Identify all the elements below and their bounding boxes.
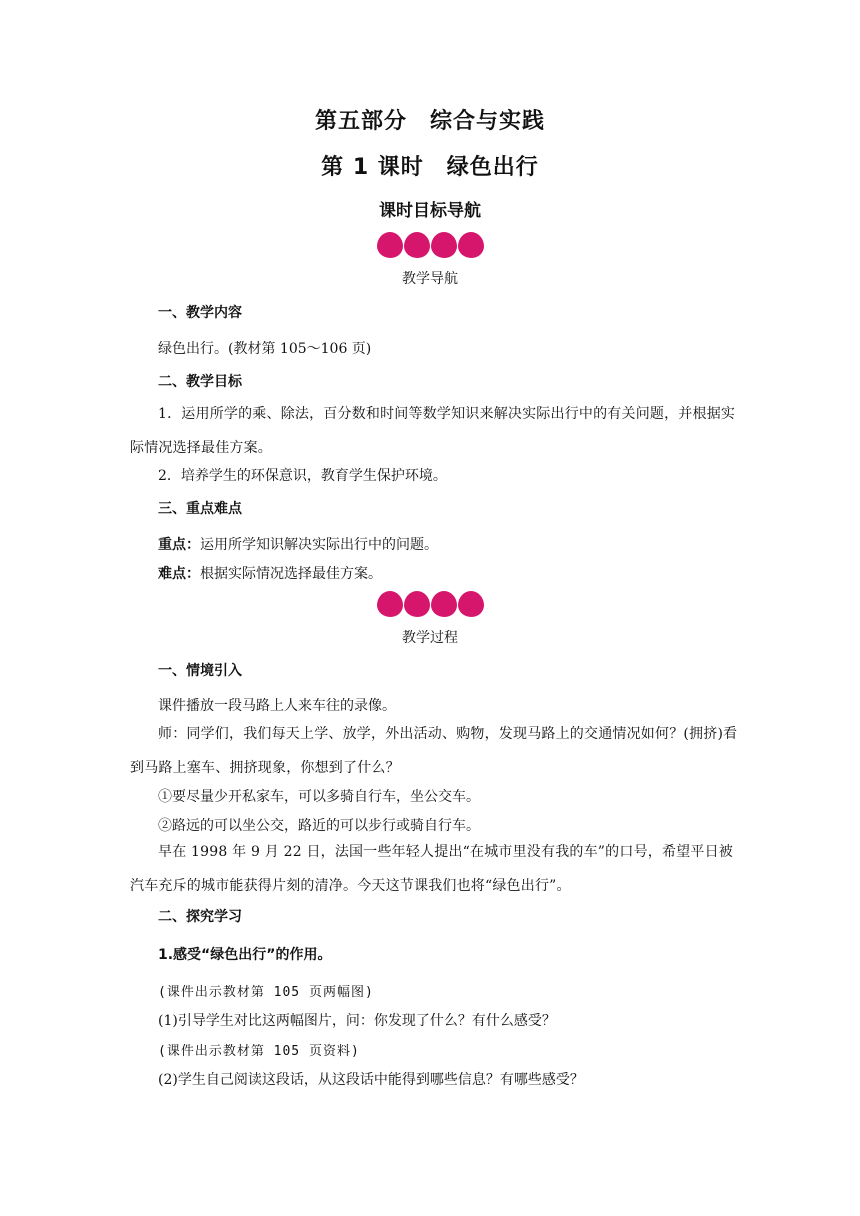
difficulty-label: 难点：	[158, 566, 200, 582]
decorative-dots	[0, 232, 860, 258]
dot-icon	[377, 591, 403, 617]
nav-title: 课时目标导航	[379, 201, 481, 221]
dot-icon	[431, 232, 457, 258]
dot-icon	[458, 232, 484, 258]
heading-key-points: 三、重点难点	[158, 501, 242, 517]
dot-icon	[377, 232, 403, 258]
intro-paragraph-3: ①要尽量少开私家车，可以多骑自行车，坐公交车。	[158, 789, 480, 805]
key-point-line	[158, 534, 438, 554]
difficulty-line	[158, 563, 382, 583]
goal-2: 2．培养学生的环保意识，教育学生保护环境。	[158, 468, 447, 484]
question-2: (2)学生自己阅读这段话，从这段话中能得到哪些信息？有哪些感受？	[158, 1072, 584, 1088]
lesson-title: 第 1 课时 绿色出行	[321, 155, 539, 180]
intro-paragraph-1: 课件播放一段马路上人来车往的录像。	[158, 698, 396, 714]
goal-1: 1．运用所学的乘、除法，百分数和时间等数学知识来解决实际出行中的有关问题，并根据实际情况选择最佳方案。	[130, 406, 736, 456]
teaching-content-text: 绿色出行。(教材第 105～106 页)	[158, 341, 372, 357]
heading-teaching-content: 一、教学内容	[158, 305, 242, 321]
heading-introduction: 一、情境引入	[158, 663, 242, 679]
dot-icon	[404, 591, 430, 617]
key-point-text: 运用所学知识解决实际出行中的问题。	[200, 537, 438, 553]
part-title: 第五部分 综合与实践	[314, 109, 545, 134]
dot-icon	[404, 232, 430, 258]
heading-teaching-goals: 二、教学目标	[158, 374, 242, 390]
intro-paragraph-4: ②路远的可以坐公交，路近的可以步行或骑自行车。	[158, 818, 480, 834]
intro-paragraph-2: 师：同学们，我们每天上学、放学，外出活动、购物，发现马路上的交通情况如何？(拥挤)看到马路上塞车、拥挤现象，你想到了什么？	[130, 726, 738, 776]
section-label-process: 教学过程	[402, 630, 458, 646]
topic-1: 1.感受“绿色出行”的作用。	[158, 947, 332, 963]
heading-exploration: 二、探究学习	[158, 909, 242, 925]
intro-paragraph-5: 早在 1998 年 9 月 22 日，法国一些年轻人提出“在城市里没有我的车”的口号，希望平日被汽车充斥的城市能获得片刻的清净。今天这节课我们也将“绿色出行”。	[130, 844, 733, 894]
note-1: (课件出示教材第 105 页两幅图)	[158, 985, 374, 1000]
dot-icon	[458, 591, 484, 617]
dot-icon	[431, 591, 457, 617]
note-2: (课件出示教材第 105 页资料)	[158, 1044, 360, 1059]
section-label-navigation: 教学导航	[402, 271, 458, 287]
key-point-label: 重点：	[158, 537, 200, 553]
difficulty-text: 根据实际情况选择最佳方案。	[200, 566, 382, 582]
decorative-dots	[0, 591, 860, 617]
question-1: (1)引导学生对比这两幅图片，问：你发现了什么？有什么感受？	[158, 1013, 556, 1029]
